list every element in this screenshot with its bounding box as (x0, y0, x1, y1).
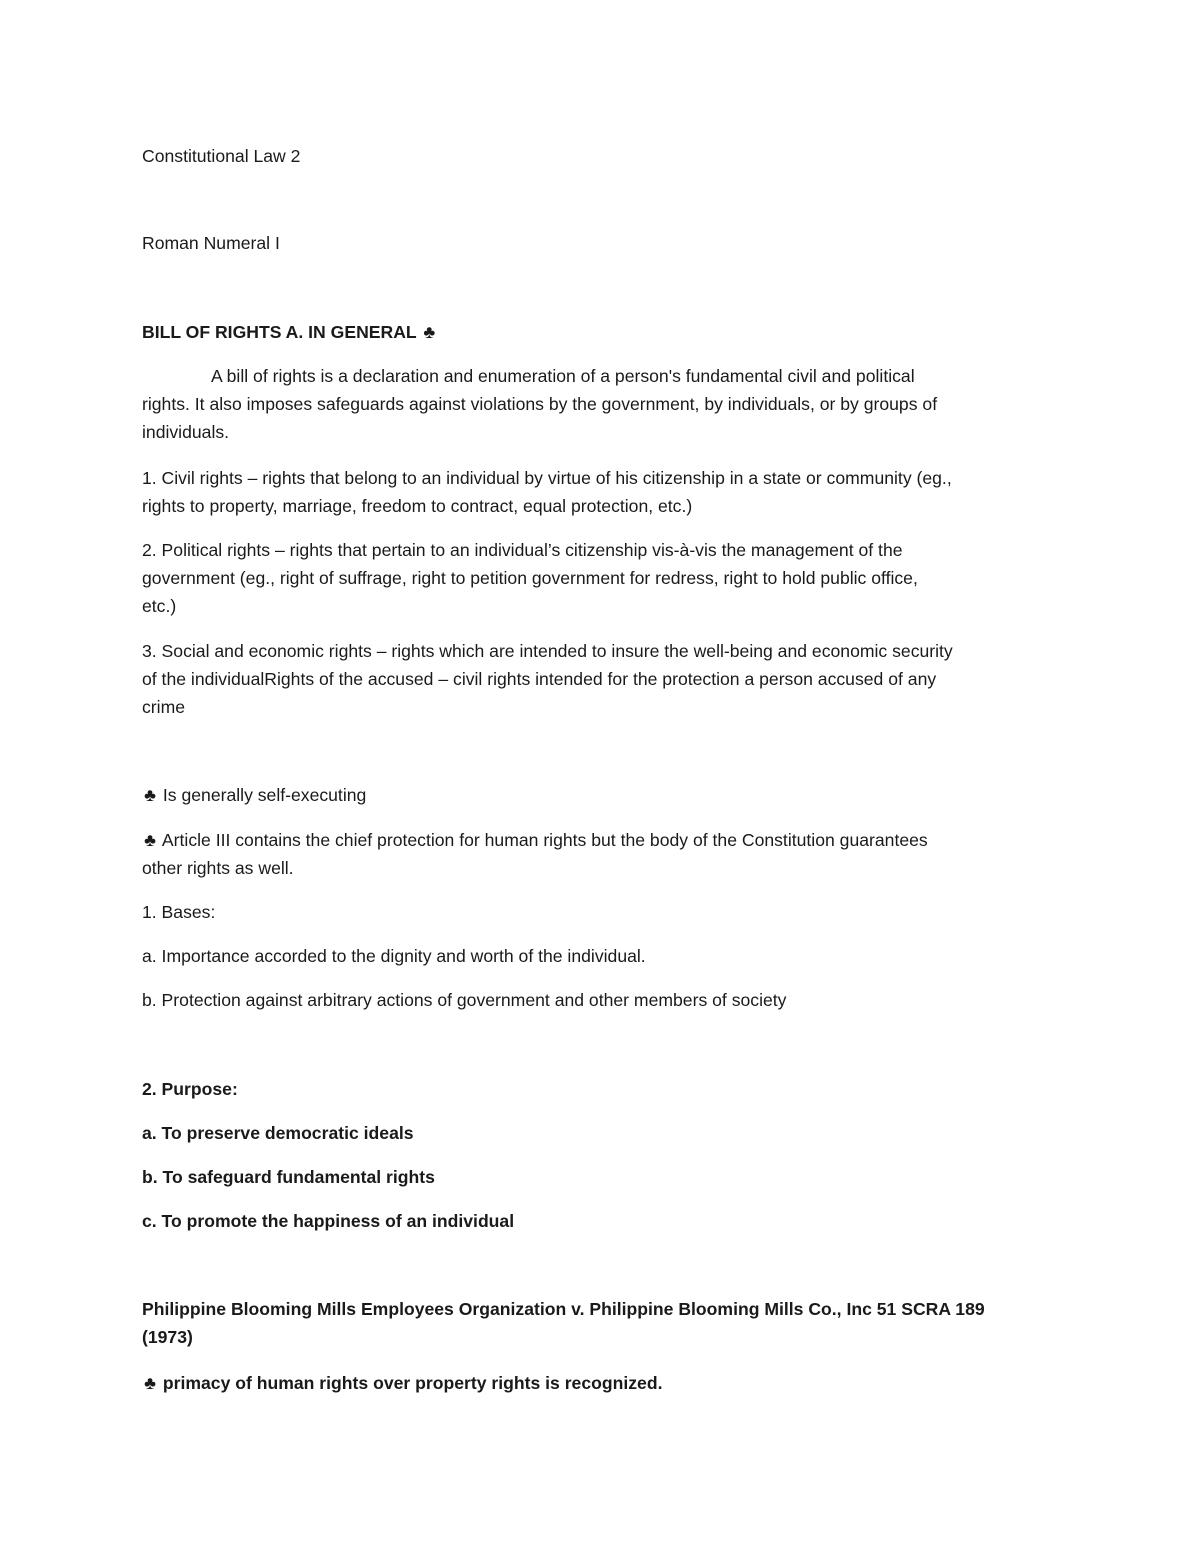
case-title-line-1: Philippine Blooming Mills Employees Organization v. Philippine Blooming Mills Co., Inc 51 SCRA 189 (142, 1299, 985, 1319)
item2-line-3: etc.) (142, 596, 177, 616)
item1-line-1: 1. Civil rights – rights that belong to an individual by virtue of his citizenship in a state or community (eg., (142, 468, 952, 488)
purpose-heading: 2. Purpose: (142, 1079, 238, 1099)
bases-item-a: a. Importance accorded to the dignity and worth of the individual. (142, 946, 646, 966)
document-title: Constitutional Law 2 (142, 146, 301, 166)
case-bullet (142, 1369, 662, 1397)
club-icon: ♣ (144, 785, 156, 805)
bases-heading: 1. Bases: (142, 902, 216, 922)
item1-line-2: rights to property, marriage, freedom to contract, equal protection, etc.) (142, 496, 693, 516)
case-bullet-text: primacy of human rights over property rights is recognized. (162, 1373, 663, 1393)
intro-line-2: rights. It also imposes safeguards against violations by the government, by individuals, or by groups of (142, 394, 938, 414)
club-icon: ♣ (144, 830, 156, 850)
intro-line-1: A bill of rights is a declaration and enumeration of a person's fundamental civil and political (211, 366, 915, 386)
club-icon: ♣ (423, 322, 436, 342)
document-subtitle: Roman Numeral I (142, 233, 280, 253)
bases-item-b: b. Protection against arbitrary actions of government and other members of society (142, 990, 787, 1010)
item3-line-2: of the individualRights of the accused – civil rights intended for the protection a person accused of any (142, 669, 937, 689)
section-heading-text: BILL OF RIGHTS A. IN GENERAL (142, 322, 417, 342)
club-icon: ♣ (144, 1373, 156, 1393)
item2-line-1: 2. Political rights – rights that pertain to an individual’s citizenship vis-à-vis the management of the (142, 540, 903, 560)
case-title-line-2: (1973) (142, 1327, 193, 1347)
item3-line-1: 3. Social and economic rights – rights which are intended to insure the well-being and economic security (142, 641, 953, 661)
item2-line-2: government (eg., right of suffrage, right to petition government for redress, right to hold public office, (142, 568, 918, 588)
intro-line-3: individuals. (142, 422, 230, 442)
bullet-text: Is generally self-executing (162, 785, 367, 805)
item3-line-3: crime (142, 697, 186, 717)
bullet-text: Article III contains the chief protection for human rights but the body of the Constitution guarantees (161, 830, 928, 850)
section-heading (142, 318, 437, 346)
purpose-item-a: a. To preserve democratic ideals (142, 1123, 414, 1143)
bullet-self-executing (142, 781, 366, 809)
purpose-item-b: b. To safeguard fundamental rights (142, 1167, 435, 1187)
purpose-item-c: c. To promote the happiness of an individual (142, 1211, 515, 1231)
bullet-article-iii-line-1 (142, 826, 928, 854)
bullet-article-iii-line-2: other rights as well. (142, 858, 294, 878)
